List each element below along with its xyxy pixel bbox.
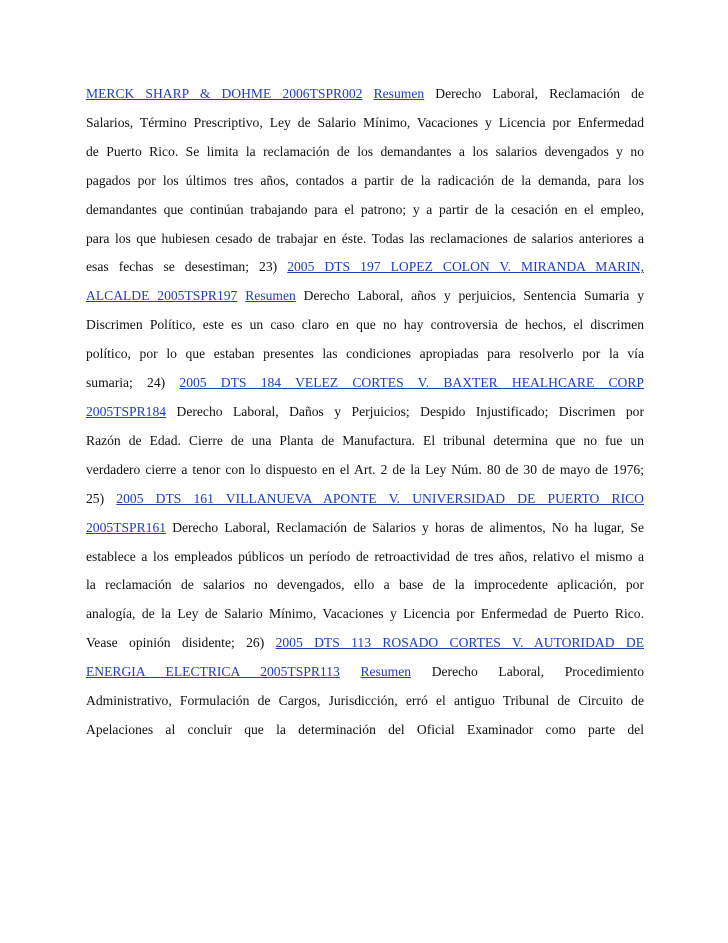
case-link[interactable]: ENERGIA ELECTRICA 2005TSPR113: [86, 664, 340, 680]
text-segment: Discrimen Político, este es un caso claro en que no hay controversia de hechos, el discrimen: [86, 317, 644, 333]
text-segment: de Puerto Rico. Se limita la reclamación de los demandantes a los salarios devengados y no: [86, 143, 644, 159]
text-segment: sumaria; 24): [86, 375, 180, 391]
document-body: [86, 80, 644, 745]
text-segment: Salarios, Término Prescriptivo, Ley de Salario Mínimo, Vacaciones y Licencia por Enfermedad: [86, 114, 644, 130]
text-segment: esas fechas se desestiman; 23): [86, 259, 288, 275]
text-line: [86, 138, 644, 167]
text-line: [86, 485, 644, 514]
case-link[interactable]: MERCK SHARP & DOHME 2006TSPR002: [86, 86, 363, 101]
text-line: [86, 571, 644, 600]
resumen-link[interactable]: Resumen: [360, 664, 412, 680]
text-segment: pagados por los últimos tres años, contados a partir de la radicación de la demanda, para los: [86, 172, 644, 188]
text-segment: Razón de Edad. Cierre de una Planta de Manufactura. El tribunal determina que no fue un: [86, 432, 644, 448]
text-line: [86, 282, 644, 311]
text-line: [86, 311, 644, 340]
text-segment: Derecho Laboral, Reclamación de: [424, 86, 644, 101]
text-line: [86, 167, 644, 196]
text-line: [86, 629, 644, 658]
case-link[interactable]: ALCALDE 2005TSPR197: [86, 288, 238, 304]
text-segment: 25): [86, 490, 117, 506]
text-line: [86, 109, 644, 138]
case-link[interactable]: 2005TSPR184: [86, 403, 167, 419]
resumen-link[interactable]: Resumen: [373, 86, 425, 101]
text-line: [86, 600, 644, 629]
text-segment: Vease opinión disidente; 26): [86, 635, 276, 651]
text-line: [86, 687, 644, 716]
text-line: [86, 398, 644, 427]
text-line: [86, 340, 644, 369]
text-segment: Derecho Laboral, Procedimiento: [411, 664, 644, 680]
text-segment: Derecho Laboral, años y perjuicios, Sentencia Sumaria y: [295, 288, 644, 304]
case-link[interactable]: 2005 DTS 184 VELEZ CORTES V. BAXTER HEALHCARE CORP: [179, 375, 644, 391]
text-segment: Apelaciones al concluir que la determinación del Oficial Examinador como parte del: [86, 721, 644, 737]
text-line: [86, 80, 644, 109]
text-segment: analogía, de la Ley de Salario Mínimo, Vacaciones y Licencia por Enfermedad de Puerto Rico.: [86, 606, 644, 622]
case-link[interactable]: 2005 DTS 161 VILLANUEVA APONTE V. UNIVERSIDAD DE PUERTO RICO: [116, 490, 644, 506]
text-segment: demandantes que continúan trabajando para el patrono; y a partir de la cesación en el empleo,: [86, 201, 644, 217]
case-link[interactable]: 2005 DTS 197 LOPEZ COLON V. MIRANDA MARIN,: [287, 259, 644, 275]
text-segment: verdadero cierre a tenor con lo dispuesto en el Art. 2 de la Ley Núm. 80 de 30 de mayo de 1976;: [86, 461, 644, 477]
text-segment: para los que hubiesen cesado de trabajar en éste. Todas las reclamaciones de salarios anteriores a: [86, 230, 644, 246]
text-segment: Derecho Laboral, Reclamación de Salarios y horas de alimentos, No ha lugar, Se: [166, 519, 644, 535]
text-line: [86, 543, 644, 572]
resumen-link[interactable]: Resumen: [245, 288, 296, 304]
text-line: [86, 456, 644, 485]
text-line: [86, 658, 644, 687]
text-line: [86, 369, 644, 398]
case-link[interactable]: 2005TSPR161: [86, 519, 167, 535]
text-segment: establece a los empleados públicos un período de retroactividad de tres años, relativo el mismo a: [86, 548, 644, 564]
text-segment: Derecho Laboral, Daños y Perjuicios; Despido Injustificado; Discrimen por: [166, 403, 644, 419]
text-segment: Administrativo, Formulación de Cargos, Jurisdicción, erró el antiguo Tribunal de Circuito de: [86, 693, 644, 709]
text-segment: [362, 86, 373, 101]
case-link[interactable]: 2005 DTS 113 ROSADO CORTES V. AUTORIDAD DE: [275, 635, 644, 651]
text-segment: la reclamación de salarios no devengados, ello a base de la improcedente aplicación, por: [86, 577, 644, 593]
text-line: [86, 253, 644, 282]
text-segment: político, por lo que estaban presentes las condiciones apropiadas para resolverlo por la vía: [86, 346, 644, 362]
text-line: [86, 514, 644, 543]
text-line: [86, 716, 644, 745]
text-segment: [340, 664, 361, 679]
text-line: [86, 196, 644, 225]
text-line: [86, 427, 644, 456]
text-line: [86, 225, 644, 254]
